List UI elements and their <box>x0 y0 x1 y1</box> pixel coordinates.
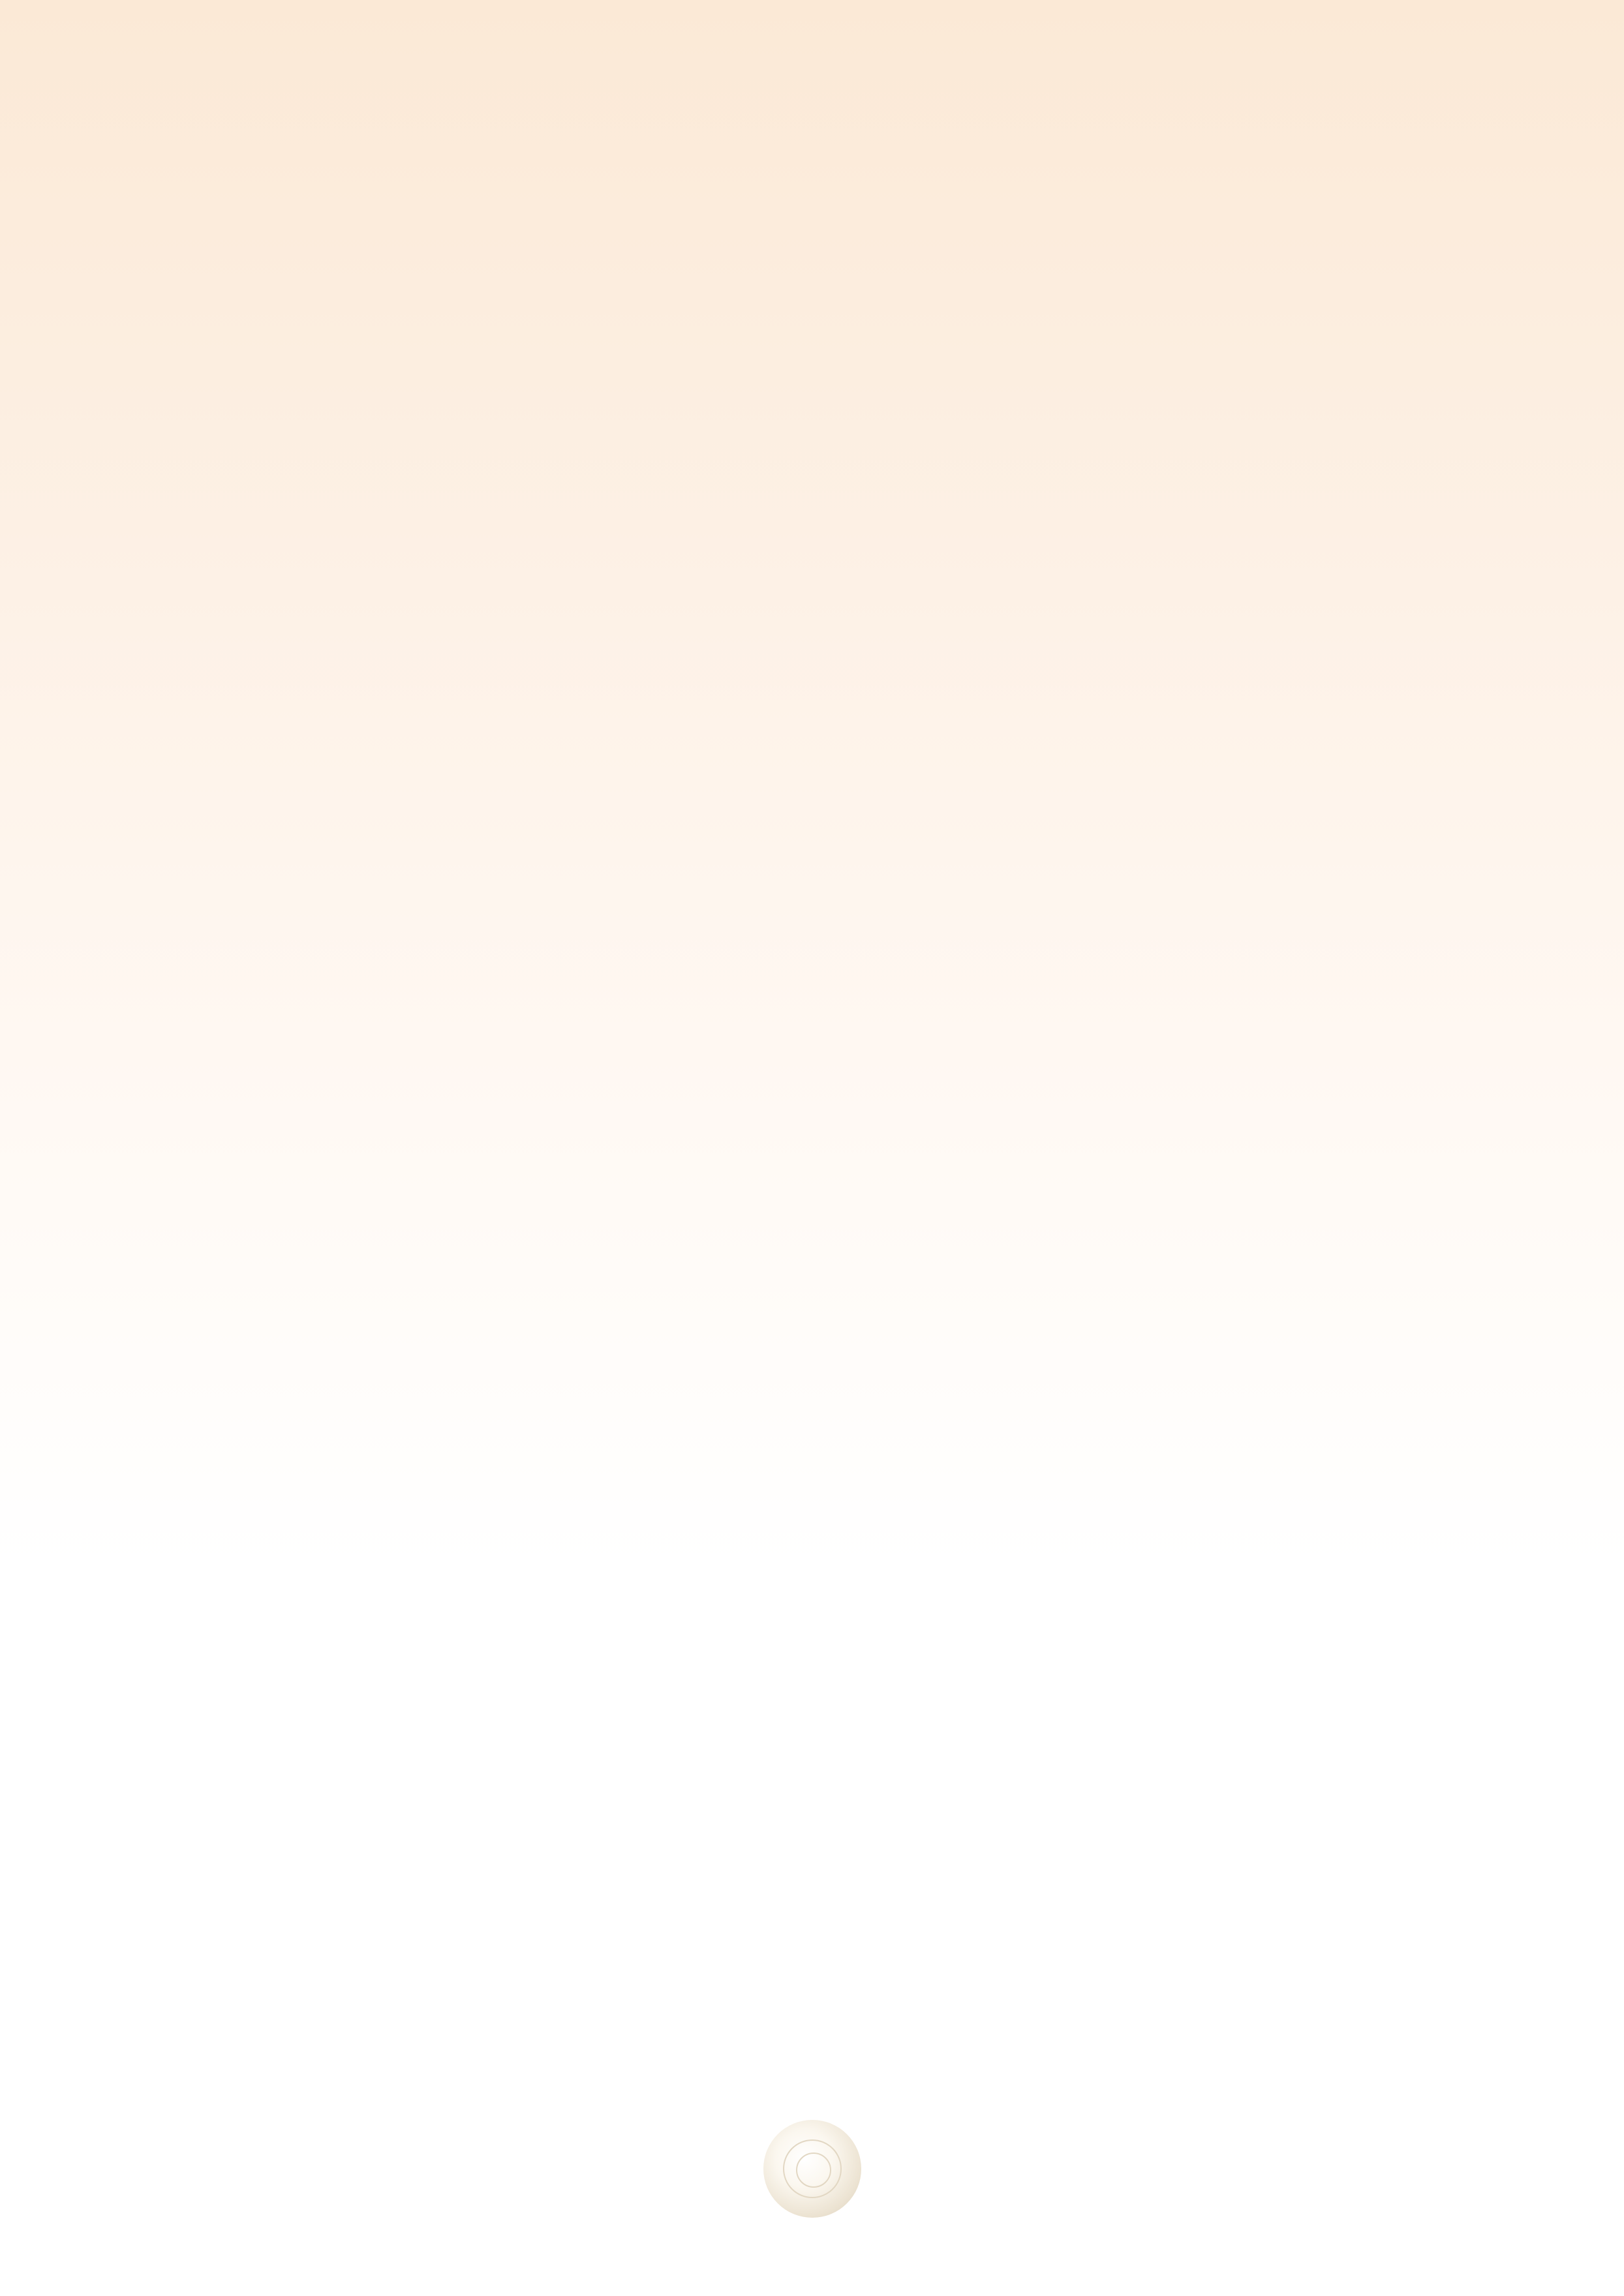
page-number-shell <box>763 2120 861 2218</box>
